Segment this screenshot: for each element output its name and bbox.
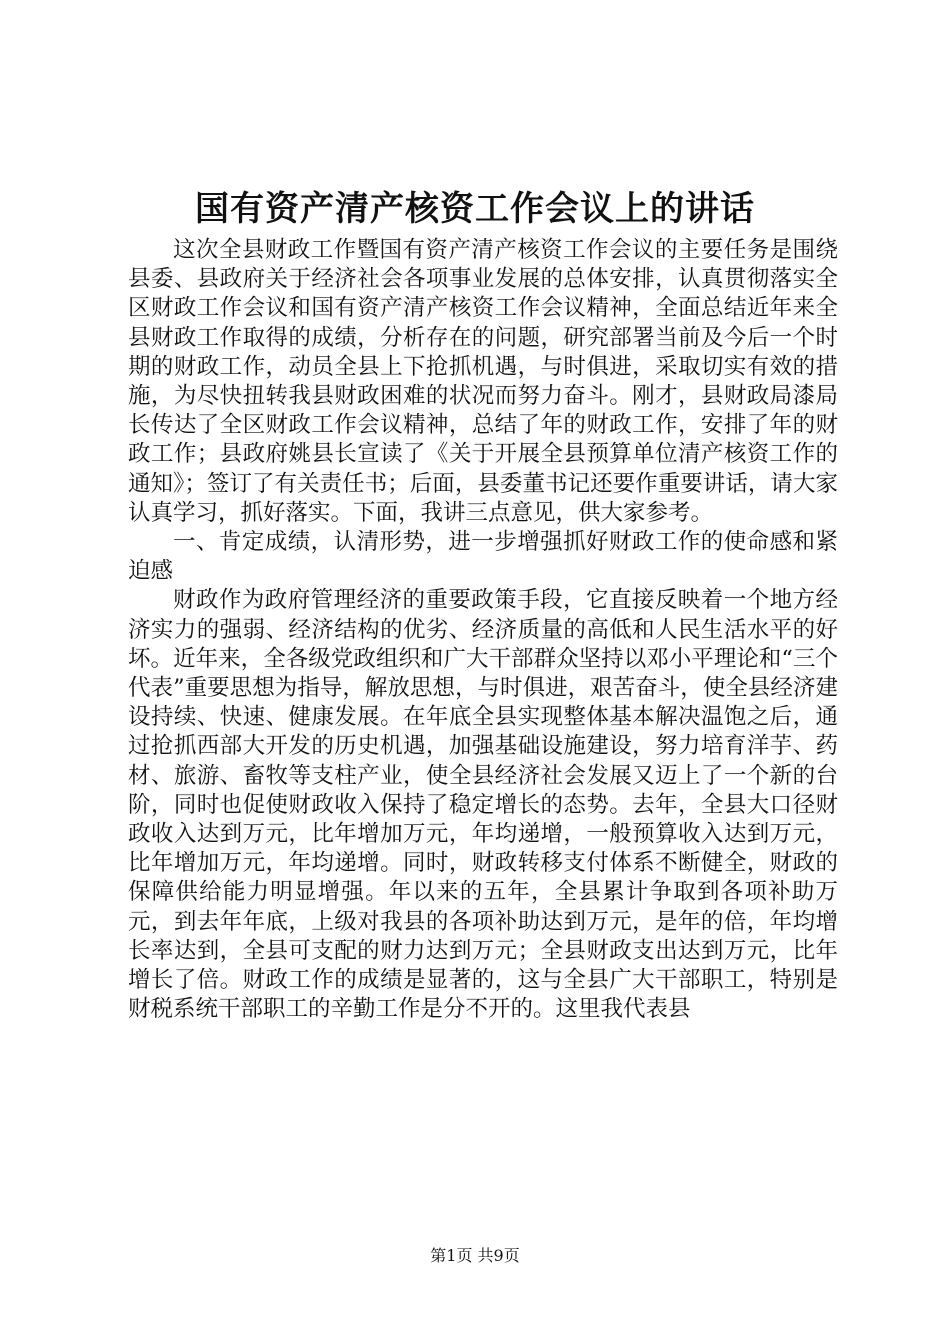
paragraph-intro: 这次全县财政工作暨国有资产清产核资工作会议的主要任务是围绕县委、县政府关于经济社会各项事业发展的总体安排，认真贯彻落实全区财政工作会议和国有资产清产核资工作会议精神，全面总结近年来全县财政工作取得的成绩，分析存在的问题，研究部署当前及今后一个时期的财政工作，动员全县上下抢抓机遇，与时俱进，采取切实有效的措施，为尽快扭转我县财政困难的状况而努力奋斗。刚才，县财政局漆局长传达了全区财政工作会议精神，总结了年的财政工作，安排了年的财政工作；县政府姚县长宣读了《关于开展全县预算单位清产核资工作的通知》；签订了有关责任书；后面，县委董书记还要作重要讲话，请大家认真学习，抓好落实。下面，我讲三点意见，供大家参考。 — [128, 237, 838, 526]
section-heading-1: 一、肯定成绩，认清形势，进一步增强抓好财政工作的使命感和紧迫感 — [128, 529, 838, 585]
document-body — [128, 236, 838, 1024]
page-number-footer: 第1页 共9页 — [430, 1246, 520, 1265]
paragraph-finance-achievements: 财政作为政府管理经济的重要政策手段，它直接反映着一个地方经济实力的强弱、经济结构的优劣、经济质量的高低和人民生活水平的好坏。近年来，全各级党政组织和广大干部群众坚持以邓小平理论和“三个代表”重要思想为指导，解放思想，与时俱进，艰苦奋斗，使全县经济建设持续、快速、健康发展。在年底全县实现整体基本解决温饱之后，通过抢抓西部大开发的历史机遇，加强基础设施建设，努力培育洋芋、药材、旅游、畜牧等支柱产业，使全县经济社会发展又迈上了一个新的台阶，同时也促使财政收入保持了稳定增长的态势。去年，全县大口径财政收入达到万元，比年增加万元，年均递增，一般预算收入达到万元，比年增加万元，年均递增。同时，财政转移支付体系不断健全，财政的保障供给能力明显增强。年以来的五年，全县累计争取到各项补助万元，到去年年底，上级对我县的各项补助达到万元，是年的倍，年均增长率达到，全县可支配的财力达到万元；全县财政支出达到万元，比年增长了倍。财政工作的成绩是显著的，这与全县广大干部职工，特别是财税系统干部职工的辛勤工作是分不开的。这里我代表县 — [128, 587, 838, 1023]
document-title: 国有资产清产核资工作会议上的讲话 — [195, 189, 755, 229]
